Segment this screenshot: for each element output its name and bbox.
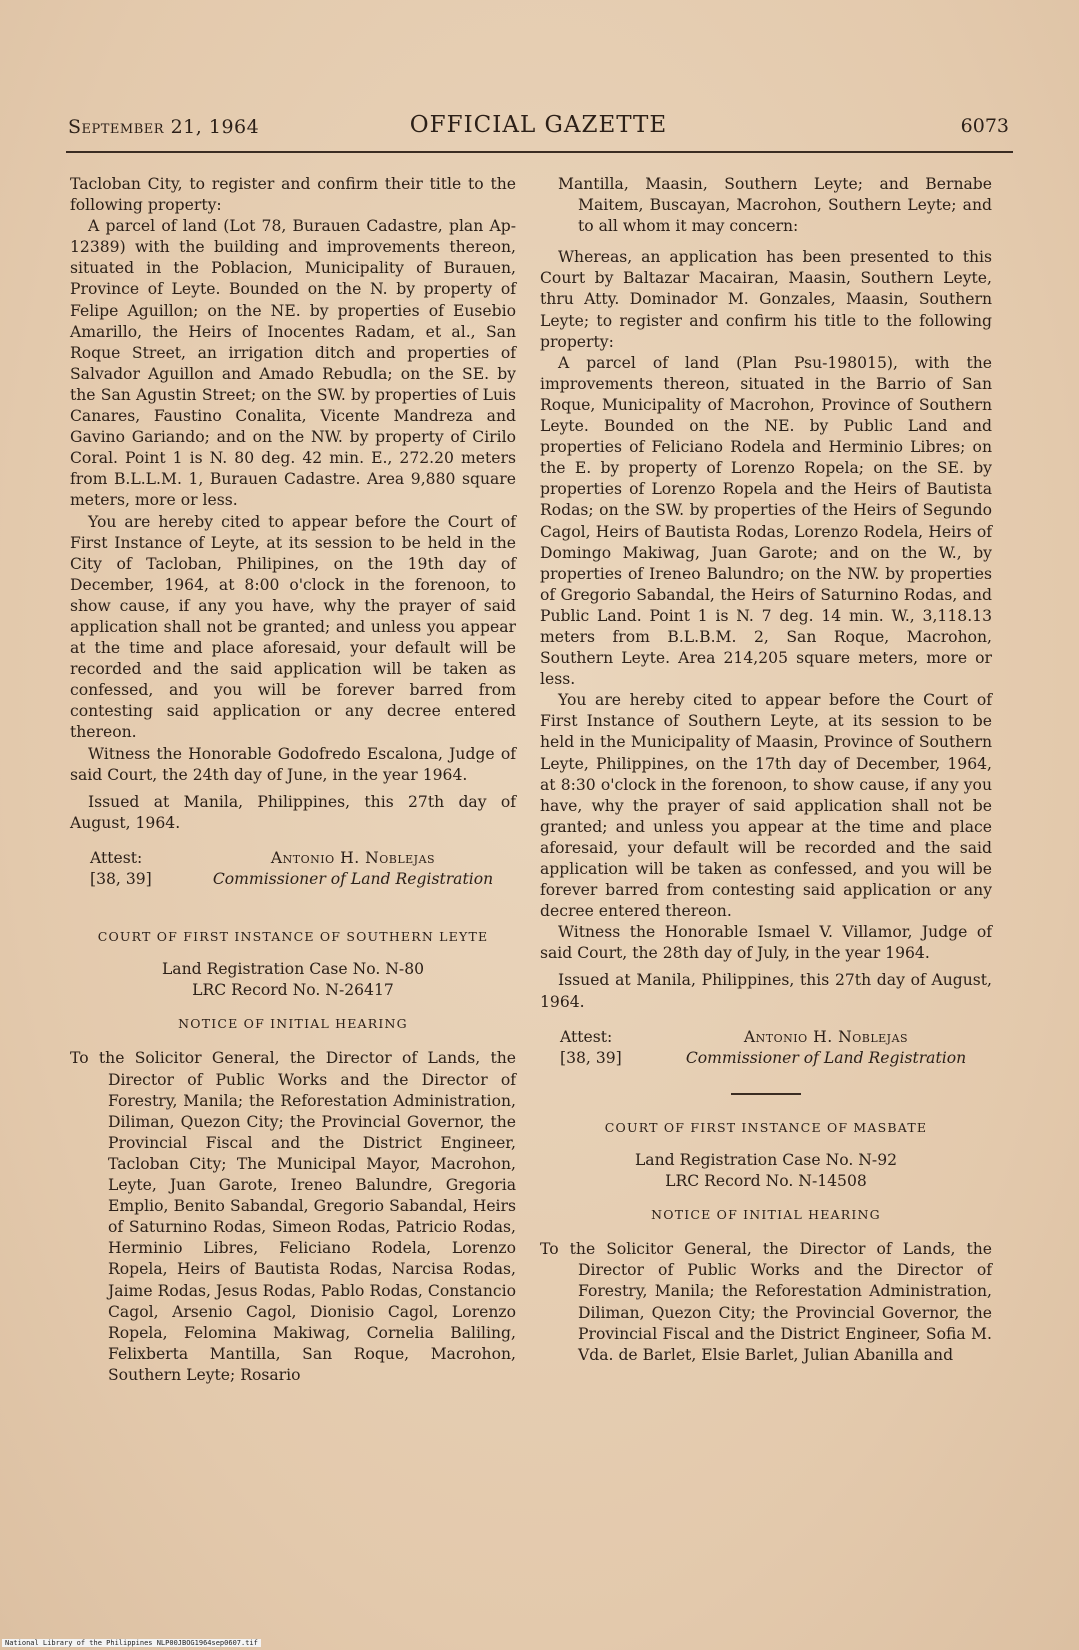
paragraph: Witness the Honorable Godofredo Escalona, Judge of said Court, the 24th day of June, in the year 1964.	[70, 744, 516, 784]
attest-title: Commissioner of Land Registration	[685, 1048, 967, 1067]
paragraph: Issued at Manila, Philippines, this 27th day of August, 1964.	[70, 792, 516, 832]
page-number: 6073	[960, 115, 1009, 137]
paragraph: Whereas, an application has been presented to this Court by Baltazar Macairan, Maasin, Southern Leyte, thru Atty. Dominador M. Gonzales, Maasin, Southern Leyte; to register and confirm his title to the following property:	[540, 248, 992, 351]
header-date: September 21, 1964	[68, 116, 260, 138]
attest-name: Antonio H. Noblejas	[270, 848, 436, 867]
paragraph: A parcel of land (Plan Psu-198015), with the improvements thereon, situated in the Barrio of San Roque, Municipality of Macrohon, Province of Southern Leyte. Bounded on the NE. by Public Land and properties of Feliciano Rodela and Herminio Libres; on the E. by property of Lorenzo Ropela; on the SE. by properties of Lorenzo Ropela and the Heirs of Bautista Rodas; on the SW. by properties of the Heirs of Segundo Cagol, Heirs of Bautista Rodas, Lorenzo Rodela, Heirs of Domingo Makiwag, Juan Garote; and on the W., by properties of Ireneo Balundro; on the NW. by properties of Gregorio Sabandal, the Heirs of Saturnino Rodas, and Public Land. Point 1 is N. 7 deg. 14 min. W., 3,118.13 meters from B.L.B.M. 2, San Roque, Macrohon, Southern Leyte. Area 214,205 square meters, more or less.	[540, 353, 992, 689]
paragraph: A parcel of land (Lot 78, Burauen Cadastre, plan Ap-12389) with the building and improvements thereon, situated in the Poblacion, Municipality of Burauen, Province of Leyte. Bounded on the N. by property of Felipe Aguillon; on the NE. by properties of Eusebio Amarillo, the Heirs of Inocentes Radam, et al., San Roque Street, an irrigation ditch and properties of Salvador Aguillon and Amado Rebudla; on the SE. by the San Agustin Street; on the SW. by properties of Luis Canares, Faustino Conalita, Vicente Mandreza and Gavino Gariando; and on the NW. by property of Cirilo Coral. Point 1 is N. 80 deg. 42 min. E., 272.20 meters from B.L.L.M. 1, Burauen Cadastre. Area 9,880 square meters, more or less.	[70, 217, 516, 510]
addressees: To the Solicitor General, the Director of Lands, the Director of Public Works and the Director of Forestry, Manila; the Reforestation Administration, Diliman, Quezon City; the Provincial Governor, the Provincial Fiscal and the District Engineer, Sofia M. Vda. de Barlet, Elsie Barlet, Julian Abanilla and	[540, 1240, 992, 1364]
left-column	[70, 174, 516, 1386]
court-heading: COURT OF FIRST INSTANCE OF MASBATE	[604, 1119, 928, 1135]
notice-heading: NOTICE OF INITIAL HEARING	[178, 1016, 408, 1032]
attest-label: Attest:	[90, 848, 143, 867]
addressees: To the Solicitor General, the Director of Lands, the Director of Public Works and the Director of Forestry, Manila; the Reforestation Administration, Diliman, Quezon City; the Provincial Governor, the Provincial Fiscal and the District Engineer, Tacloban City; The Municipal Mayor, Macrohon, Leyte, Juan Garote, Ireneo Balundre, Gregoria Emplio, Benito Sabandal, Gregorio Sabandal, Heirs of Saturnino Rodas, Simeon Rodas, Patricio Rodas, Herminio Libres, Feliciano Rodela, Lorenzo Ropela, Heirs of Bautista Rodas, Narcisa Rodas, Jaime Rodas, Jesus Rodas, Pablo Rodas, Constancio Cagol, Arsenio Cagol, Dionisio Cagol, Lorenzo Ropela, Felomina Makiwag, Cornelia Baliling, Felixberta Mantilla, San Roque, Macrohon, Southern Leyte; Rosario	[70, 1049, 516, 1384]
attest-label: Attest:	[560, 1027, 613, 1046]
scan-footer: National Library of the Philippines NLP00JBOG1964sep0607.tif	[2, 1639, 261, 1647]
case-number: Land Registration Case No. N-80	[161, 960, 425, 979]
lrc-record: LRC Record No. N-14508	[665, 1172, 867, 1191]
lrc-record: LRC Record No. N-26417	[192, 981, 394, 1000]
section-divider	[731, 1093, 801, 1095]
addressees-continued: Mantilla, Maasin, Southern Leyte; and Bernabe Maitem, Buscayan, Macrohon, Southern Leyte; and to all whom it may concern:	[558, 175, 992, 236]
attest-ref: [38, 39]	[560, 1048, 622, 1067]
court-heading: COURT OF FIRST INSTANCE OF SOUTHERN LEYTE	[97, 929, 489, 945]
attest-block	[540, 1027, 992, 1069]
right-column	[540, 174, 992, 1366]
header-title: OFFICIAL GAZETTE	[409, 112, 668, 138]
notice-heading: NOTICE OF INITIAL HEARING	[651, 1207, 881, 1223]
paragraph: Issued at Manila, Philippines, this 27th day of August, 1964.	[540, 971, 992, 1011]
page-header	[68, 112, 1009, 142]
paragraph: You are hereby cited to appear before the Court of First Instance of Southern Leyte, at its session to be held in the Municipality of Maasin, Province of Southern Leyte, Philippines, on the 17th day of December, 1964, at 8:30 o'clock in the forenoon, to show cause, if any you have, why the prayer of said application shall not be granted; and unless you appear at the time and place aforesaid, your default will be recorded and the said application will be taken as confessed, and you will be forever barred from contesting said application or any decree entered thereon.	[540, 691, 992, 921]
attest-ref: [38, 39]	[90, 870, 152, 888]
paragraph: Tacloban City, to register and confirm their title to the following property:	[70, 175, 516, 215]
paragraph: Witness the Honorable Ismael V. Villamor, Judge of said Court, the 28th day of July, in the year 1964.	[540, 923, 992, 963]
attest-title: Commissioner of Land Registration	[212, 870, 494, 888]
header-rule	[66, 151, 1013, 153]
attest-block	[70, 848, 516, 890]
case-number: Land Registration Case No. N-92	[634, 1150, 898, 1169]
attest-name: Antonio H. Noblejas	[743, 1027, 909, 1046]
paragraph: You are hereby cited to appear before the Court of First Instance of Leyte, at its session to be held in the City of Tacloban, Philipines, on the 19th day of December, 1964, at 8:00 o'clock in the forenoon, to show cause, if any you have, why the prayer of said application shall not be granted; and unless you appear at the time and place aforesaid, your default will be recorded and the said application will be taken as confessed, and you will be forever barred from contesting said application or any decree entered thereon.	[70, 512, 516, 742]
